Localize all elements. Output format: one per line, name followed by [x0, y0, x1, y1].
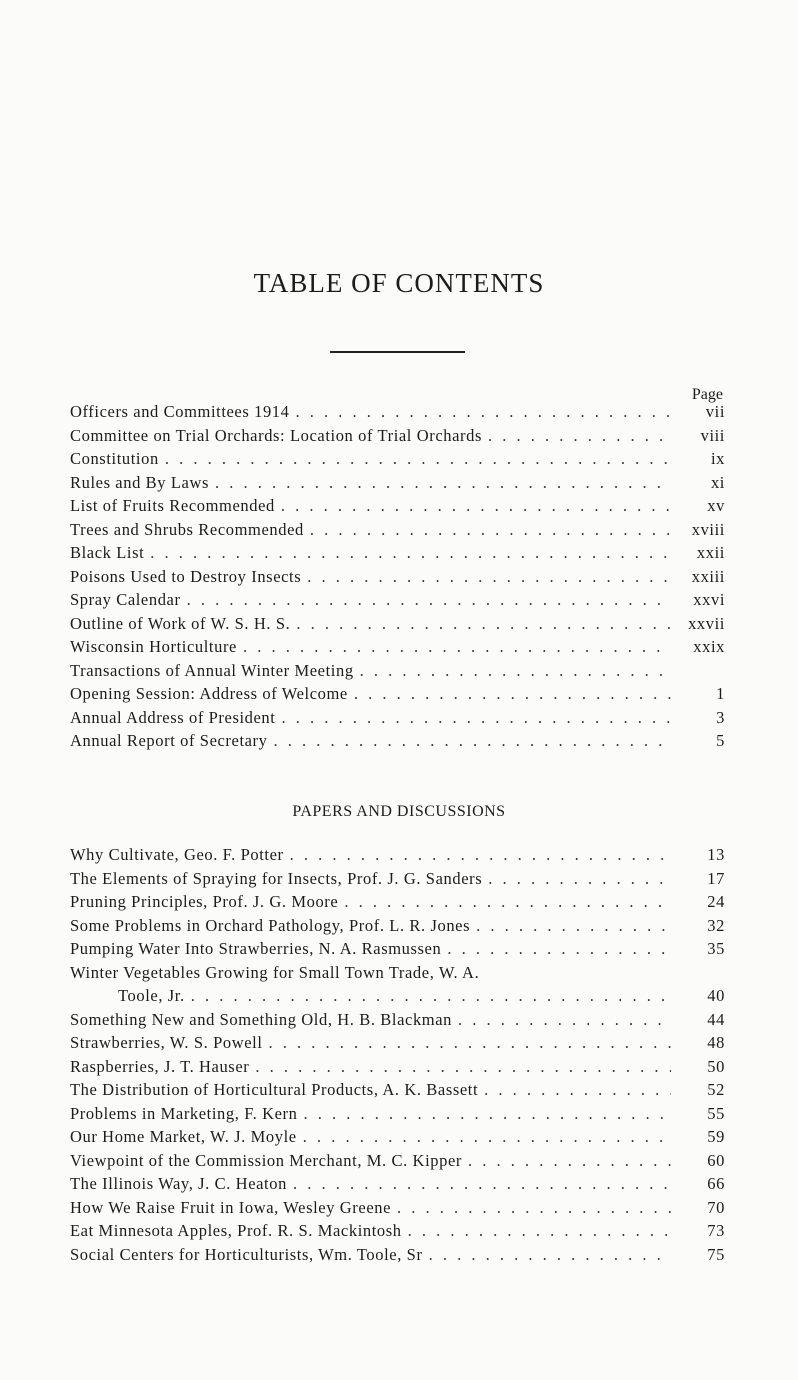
toc-entry: Transactions of Annual Winter Meeting . . .	[70, 661, 725, 685]
front-matter-list	[70, 402, 725, 755]
toc-entry: The Elements of Spraying for Insects, Prof. J. G. Sanders . . . 17	[70, 869, 725, 893]
toc-entry: Winter Vegetables Growing for Small Town Trade, W. A.	[70, 962, 480, 982]
toc-entry: Pumping Water Into Strawberries, N. A. Rasmussen . . . 35	[70, 939, 725, 963]
toc-entry: Our Home Market, W. J. Moyle . . . 59	[70, 1127, 725, 1151]
toc-entry: Opening Session: Address of Welcome . . . 1	[70, 684, 725, 708]
section-heading: PAPERS AND DISCUSSIONS	[292, 803, 506, 820]
toc-entry: Some Problems in Orchard Pathology, Prof. L. R. Jones . . . 32	[70, 916, 725, 940]
toc-entry: Social Centers for Horticulturists, Wm. Toole, Sr . . . 75	[70, 1245, 725, 1269]
toc-entry: The Illinois Way, J. C. Heaton . . . 66	[70, 1174, 725, 1198]
toc-entry: The Distribution of Horticultural Products, A. K. Bassett . . . 52	[70, 1080, 725, 1104]
toc-entry: Committee on Trial Orchards: Location of Trial Orchards . . . viii	[70, 426, 725, 450]
toc-entry: Black List . . . xxii	[70, 543, 725, 567]
toc-entry: Viewpoint of the Commission Merchant, M. C. Kipper . . . 60	[70, 1151, 725, 1175]
papers-list	[70, 845, 725, 1268]
toc-entry: Trees and Shrubs Recommended . . . xviii	[70, 520, 725, 544]
toc-entry: Why Cultivate, Geo. F. Potter . . . 13	[70, 845, 725, 869]
toc-entry: Outline of Work of W. S. H. S. . . . xxvii	[70, 614, 725, 638]
toc-entry: Toole, Jr. . . . 40	[70, 986, 725, 1010]
toc-entry: How We Raise Fruit in Iowa, Wesley Greene . . . 70	[70, 1198, 725, 1222]
toc-entry: Poisons Used to Destroy Insects . . . xxiii	[70, 567, 725, 591]
page-title: TABLE OF CONTENTS	[253, 268, 545, 298]
toc-entry: Officers and Committees 1914 . . . vii	[70, 402, 725, 426]
toc-entry: Problems in Marketing, F. Kern . . . 55	[70, 1104, 725, 1128]
page-column-header: Page	[691, 386, 723, 403]
toc-entry: Strawberries, W. S. Powell . . . 48	[70, 1033, 725, 1057]
toc-entry: Wisconsin Horticulture . . . xxix	[70, 637, 725, 661]
toc-entry: Something New and Something Old, H. B. Blackman . . . 44	[70, 1010, 725, 1034]
toc-entry: Spray Calendar . . . xxvi	[70, 590, 725, 614]
toc-entry: List of Fruits Recommended . . . xv	[70, 496, 725, 520]
toc-entry: Annual Report of Secretary . . . 5	[70, 731, 725, 755]
toc-entry: Pruning Principles, Prof. J. G. Moore . . . 24	[70, 892, 725, 916]
toc-entry: Eat Minnesota Apples, Prof. R. S. Mackintosh . . . 73	[70, 1221, 725, 1245]
toc-entry: Constitution . . . ix	[70, 449, 725, 473]
title-divider	[330, 351, 465, 353]
toc-entry: Raspberries, J. T. Hauser . . . 50	[70, 1057, 725, 1081]
toc-entry: Annual Address of President . . . 3	[70, 708, 725, 732]
toc-entry: Rules and By Laws . . . xi	[70, 473, 725, 497]
